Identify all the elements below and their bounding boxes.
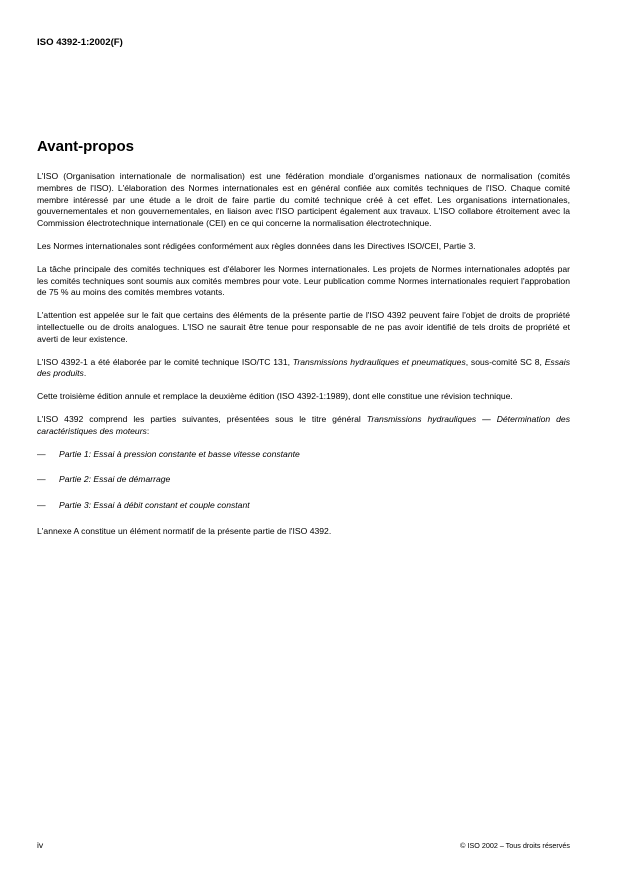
foreword-body: [37, 171, 570, 549]
text: :: [146, 425, 150, 436]
copyright-notice: © ISO 2002 – Tous droits réservés: [460, 841, 570, 850]
text: L'ISO 4392 comprend les parties suivantes, présentées sous le titre général: [37, 413, 367, 424]
part-label: Partie 3: Essai à débit constant et couple constant: [59, 500, 250, 511]
paragraph-prepared-by: [37, 357, 570, 381]
text: , sous-comité SC 8,: [465, 356, 545, 367]
list-item-part-2: [37, 474, 570, 486]
dash-bullet: —: [37, 448, 46, 459]
document-header-id: ISO 4392-1:2002(F): [37, 37, 123, 48]
dash-bullet: —: [37, 474, 46, 485]
paragraph-parts-intro: [37, 414, 570, 438]
paragraph-technical-committees: La tâche principale des comités techniques est d'élaborer les Normes internationales. Les projets de Normes internationales adoptés par les comités techniques sont soumis aux comités membres pour vote. Leur publication comme Normes internationales requiert l'approbation de 75 % au moins des comités membres votants.: [37, 263, 570, 298]
page-number: iv: [37, 840, 44, 850]
list-item-part-3: [37, 500, 570, 512]
section-title: Avant-propos: [37, 138, 134, 155]
part-label: Partie 2: Essai de démarrage: [59, 474, 171, 485]
paragraph-patent-notice: L'attention est appelée sur le fait que certains des éléments de la présente partie de l'ISO 4392 peuvent faire l'objet de droits de propriété intellectuelle ou de droits analogues. L'ISO ne saurait être tenue pour responsable de ne pas avoir identifié de tels droits de propriété et averti de leur existence.: [37, 310, 570, 344]
paragraph-annex: L'annexe A constitue un élément normatif de la présente partie de l'ISO 4392.: [37, 525, 332, 536]
subcommittee-title: Essais des produits: [37, 356, 570, 379]
paragraph-directives: Les Normes internationales sont rédigées conformément aux règles données dans les Directives ISO/CEI, Partie 3.: [37, 240, 476, 251]
paragraph-edition: Cette troisième édition annule et remplace la deuxième édition (ISO 4392-1:1989), dont elle constitue une révision technique.: [37, 391, 513, 402]
paragraph-iso-organisation: L'ISO (Organisation internationale de normalisation) est une fédération mondiale d'organismes nationaux de normalisation (comités membres de l'ISO). L'élaboration des Normes internationales est en général confiée aux comités techniques de l'ISO. Chaque comité membre intéressé par une étude a le droit de faire partie du comité technique créé à cet effet. Les organisations internationales, gouvernementales et non gouvernementales, en liaison avec l'ISO participent également aux travaux. L'ISO collabore étroitement avec la Commission électrotechnique internationale (CEI) en ce qui concerne la normalisation électrotechnique.: [37, 171, 570, 229]
text: L'ISO 4392-1 a été élaborée par le comité technique ISO/TC 131,: [37, 356, 293, 367]
part-label: Partie 1: Essai à pression constante et basse vitesse constante: [59, 448, 300, 459]
dash-bullet: —: [37, 500, 46, 511]
list-item-part-1: [37, 449, 570, 461]
text: .: [83, 368, 87, 379]
committee-title: Transmissions hydrauliques et pneumatiques: [292, 356, 466, 367]
general-title: Transmissions hydrauliques — Détermination des caractéristiques des moteurs: [37, 413, 570, 436]
